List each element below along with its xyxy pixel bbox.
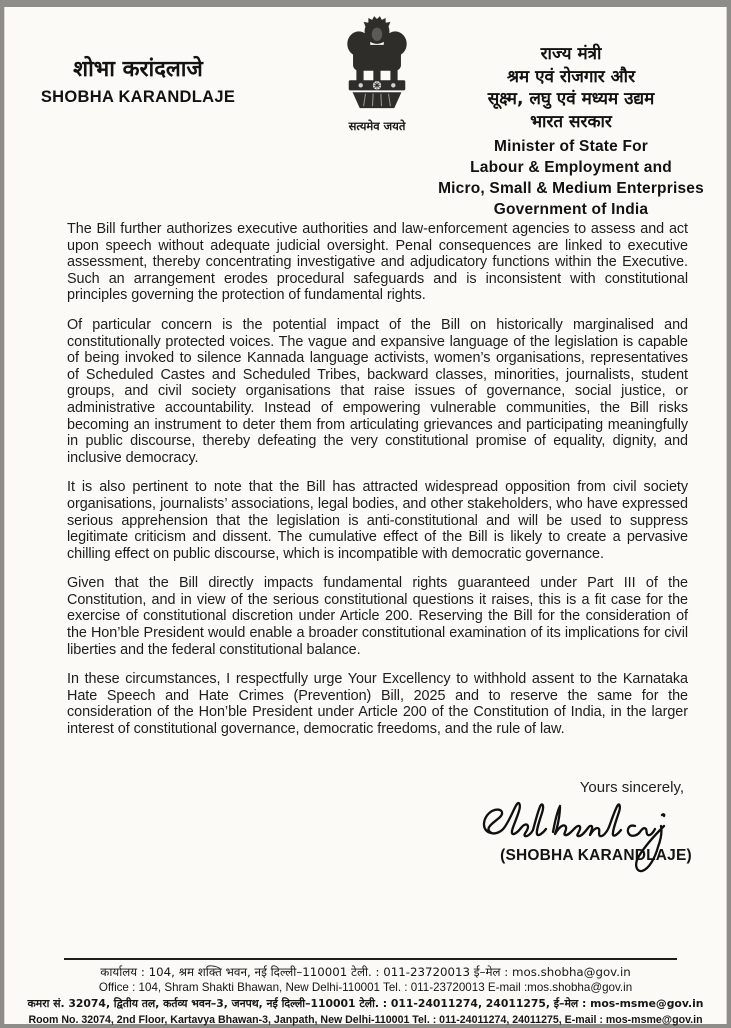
footer-divider xyxy=(64,958,677,960)
national-emblem-block xyxy=(327,15,427,134)
letter-body xyxy=(67,221,688,751)
designation-hindi-line: श्रम एवं रोजगार और xyxy=(506,66,636,87)
closing-salutation: Yours sincerely, xyxy=(579,779,684,796)
minister-name-hindi: शोभा करांदलाजे xyxy=(73,57,203,82)
signatory-name: (SHOBHA KARANDLAJE) xyxy=(500,847,692,864)
emblem-motto: सत्यमेव जयते xyxy=(348,119,406,133)
signature-handwriting xyxy=(477,799,713,883)
room-address-hindi: कमरा सं. 32074, द्वितीय तल, कर्तव्य भवन–3, जनपथ, नई दिल्ली–110001 टेली. : 011-24011274, 24011275, ई–मेल : mos-msme@gov.in xyxy=(27,997,704,1010)
minister-name-block xyxy=(23,55,253,109)
designation-hindi-line: राज्य मंत्री xyxy=(540,44,602,64)
minister-name-english: SHOBHA KARANDLAJE xyxy=(40,88,236,106)
designation-hindi-line: सूक्ष्म, लघु एवं मध्यम उद्यम xyxy=(487,89,655,109)
designation-english-line: Labour & Employment and xyxy=(470,159,672,176)
office-address-hindi: कार्यालय : 104, श्रम शक्ति भवन, नई दिल्ली–110001 टेली. : 011-23720013 ई–मेल : mos.shobha@gov.in xyxy=(100,965,631,979)
letter-paragraph: The Bill further authorizes executive authorities and law-enforcement agencies to assess and act upon speech without adequate judicial oversight. Penal consequences are linked to executive assessment, thereby concentrating investigative and adjudicatory functions within the Executive. Such an arrangement erodes procedural safeguards and is inconsistent with constitutional principles governing the protection of fundamental rights. xyxy=(67,221,688,304)
designation-english-line: Micro, Small & Medium Enterprises xyxy=(438,180,704,197)
letter-page xyxy=(4,7,727,1024)
office-address-english: Office : 104, Shram Shakti Bhawan, New Delhi-110001 Tel. : 011-23720013 E-mail :mos.shobha@gov.in xyxy=(98,981,633,994)
letter-paragraph: It is also pertinent to note that the Bill has attracted widespread opposition from civil society organisations, journalists’ associations, legal bodies, and other stakeholders, who have expressed serious apprehension that the legislation is anti-constitutional and will be used to suppress legitimate criticism and dissent. The cumulative effect of the Bill is likely to create a pervasive chilling effect on public discourse, which is incompatible with democratic governance. xyxy=(67,479,688,562)
room-address-english: Room No. 32074, 2nd Floor, Kartavya Bhawan-3, Janpath, New Delhi-110001 Tel. : 011-24011274, 24011275, E-mail : mos-msme@gov.in xyxy=(28,1014,703,1026)
designation-english-line: Minister of State For xyxy=(493,138,649,155)
ashoka-emblem-icon xyxy=(331,100,423,117)
letter-paragraph: Of particular concern is the potential impact of the Bill on historically marginalised and constitutionally protected voices. The vague and expansive language of the legislation is capable of being invoked to silence Kannada language activists, women’s organisations, representatives of Scheduled Castes and Scheduled Tribes, backward classes, minorities, journalists, student groups, and civil society organisations that raise issues of governance, social justice, or administrative accountability. Instead of empowering vulnerable communities, the Bill risks becoming an instrument to deter them from articulating grievances and participating meaningfully in public discourse, thereby defeating the very constitutional promise of equality, dignity, and inclusive democracy. xyxy=(67,316,688,466)
letter-paragraph: In these circumstances, I respectfully urge Your Excellency to withhold assent to the Karnataka Hate Speech and Hate Crimes (Prevention) Bill, 2025 and to reserve the same for the consideration of the Hon’ble President under Article 200 of the Constitution of India, in the larger interest of constitutional governance, democratic freedoms, and the rule of law. xyxy=(67,671,688,738)
office-address-block xyxy=(5,964,726,1028)
ministry-designation-block xyxy=(433,43,709,220)
designation-english-line: Government of India xyxy=(493,201,649,218)
letter-paragraph: Given that the Bill directly impacts fundamental rights guaranteed under Part III of the Constitution, and in view of the serious constitutional questions it raises, this is a fit case for the exercise of constitutional discretion under Article 200. Reserving the Bill for the consideration of the Hon’ble President would enable a broader constitutional examination of its implications for civil liberties and the federal constitutional balance. xyxy=(67,575,688,658)
designation-hindi-line: भारत सरकार xyxy=(530,111,612,132)
